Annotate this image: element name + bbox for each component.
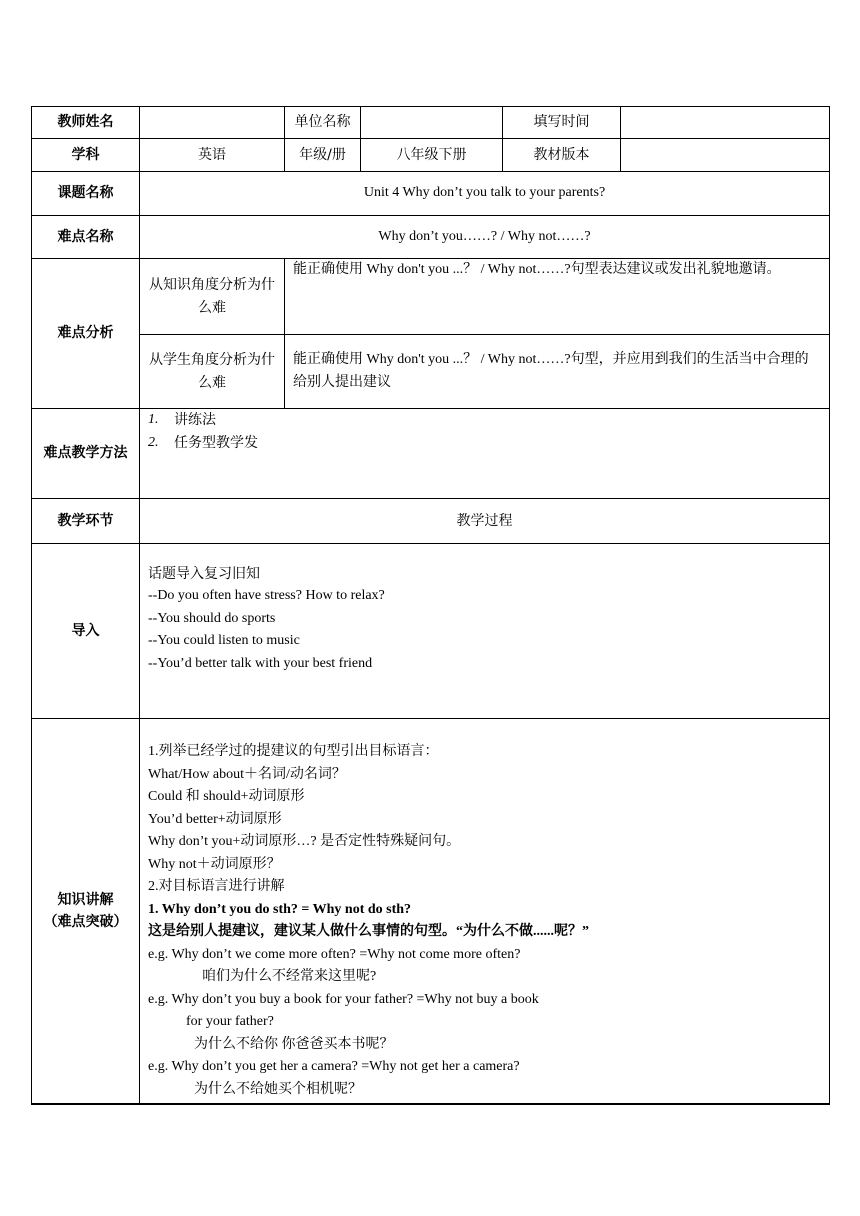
knowledge-content xyxy=(140,719,830,1105)
intro-line: --You could listen to music xyxy=(148,633,300,649)
list-text: 讲练法 xyxy=(174,412,216,428)
intro-content xyxy=(140,544,830,719)
difficulty-label: 难点名称 xyxy=(32,216,140,259)
methods-label: 难点教学方法 xyxy=(32,409,140,499)
list-text: 任务型教学发 xyxy=(174,434,258,451)
knowledge-line: Why not＋动词原形？ xyxy=(148,856,281,872)
knowledge-line: You’d better+动词原形 xyxy=(148,811,282,827)
list-item xyxy=(148,432,821,455)
teaching-stage-label: 教学环节 xyxy=(32,499,140,544)
fill-time-label: 填写时间 xyxy=(503,107,621,139)
knowledge-line: 这是给别人提建议，建议某人做什么事情的句型。“为什么不做......呢？” xyxy=(148,924,589,939)
knowledge-line: for your father? xyxy=(186,1014,274,1029)
knowledge-line: 为什么不给她买个相机呢？ xyxy=(194,1081,362,1097)
methods-row xyxy=(32,409,830,499)
subject-value: 英语 xyxy=(140,139,285,172)
topic-row xyxy=(32,172,830,216)
analysis-student-row xyxy=(32,335,830,409)
fill-time-value xyxy=(621,107,830,139)
knowledge-line: 为什么不给你 你爸爸买本书呢？ xyxy=(194,1036,394,1052)
topic-value: Unit 4 Why don’t you talk to your parents? xyxy=(140,172,830,216)
teaching-process-label: 教学过程 xyxy=(140,499,830,544)
list-item xyxy=(148,409,821,432)
knowledge-row xyxy=(32,719,830,1105)
knowledge-line: 2.对目标语言进行讲解 xyxy=(148,879,285,894)
knowledge-angle-label: 从知识角度分析为什么难 xyxy=(140,259,285,335)
textbook-edition-value xyxy=(621,139,830,172)
knowledge-line: 咱们为什么不经常来这里呢? xyxy=(202,969,377,984)
knowledge-line: What/How about＋名词/动名词？ xyxy=(148,766,346,782)
analysis-knowledge-row xyxy=(32,259,830,335)
knowledge-line: e.g. Why don’t we come more often? =Why not come more often? xyxy=(148,946,521,962)
knowledge-label-line: （难点突破） xyxy=(43,914,128,930)
knowledge-line: Why don’t you+动词原形…? 是否定性特殊疑问句。 xyxy=(148,834,461,849)
analysis-label: 难点分析 xyxy=(32,259,140,409)
info-row-1 xyxy=(32,107,830,139)
intro-line: --You’d better talk with your best friend xyxy=(148,655,373,671)
teacher-name-value xyxy=(140,107,285,139)
difficulty-row xyxy=(32,216,830,259)
student-angle-label: 从学生角度分析为什么难 xyxy=(140,335,285,409)
textbook-edition-label: 教材版本 xyxy=(503,139,621,172)
knowledge-line: 1.列举已经学过的提建议的句型引出目标语言： xyxy=(148,744,439,759)
unit-name-label: 单位名称 xyxy=(285,107,361,139)
unit-name-value xyxy=(361,107,503,139)
knowledge-line: e.g. Why don’t you get her a camera? =Why not get her a camera? xyxy=(148,1059,520,1074)
grade-label: 年级/册 xyxy=(285,139,361,172)
list-number: 2. xyxy=(148,434,159,450)
intro-line: --You should do sports xyxy=(148,610,276,626)
list-number: 1. xyxy=(148,412,159,427)
subject-label: 学科 xyxy=(32,139,140,172)
knowledge-line: Could 和 should+动词原形 xyxy=(148,789,305,804)
process-header-row xyxy=(32,499,830,544)
intro-label: 导入 xyxy=(32,544,140,719)
knowledge-angle-text: 能正确使用 Why don't you ...？ / Why not……?句型表达建议或发出礼貌地邀请。 xyxy=(285,259,830,335)
knowledge-line: e.g. Why don’t you buy a book for your father? =Why not buy a book xyxy=(148,991,539,1007)
topic-label: 课题名称 xyxy=(32,172,140,216)
methods-cell xyxy=(140,409,830,499)
knowledge-label-line: 知识讲解 xyxy=(57,891,114,908)
intro-row xyxy=(32,544,830,719)
intro-line: --Do you often have stress? How to relax? xyxy=(148,588,385,604)
lesson-plan-table xyxy=(31,106,830,1105)
teacher-name-label: 教师姓名 xyxy=(32,107,140,139)
intro-line: 话题导入复习旧知 xyxy=(148,565,260,582)
grade-value: 八年级下册 xyxy=(361,139,503,172)
knowledge-line: 1. Why don’t you do sth? = Why not do sth? xyxy=(148,901,412,917)
knowledge-label xyxy=(32,719,140,1105)
info-row-2 xyxy=(32,139,830,172)
methods-list xyxy=(148,409,821,454)
student-angle-text: 能正确使用 Why don't you ...？ / Why not……?句型，并应用到我们的生活当中合理的给别人提出建议 xyxy=(285,335,830,409)
difficulty-value: Why don’t you……? / Why not……? xyxy=(140,216,830,259)
